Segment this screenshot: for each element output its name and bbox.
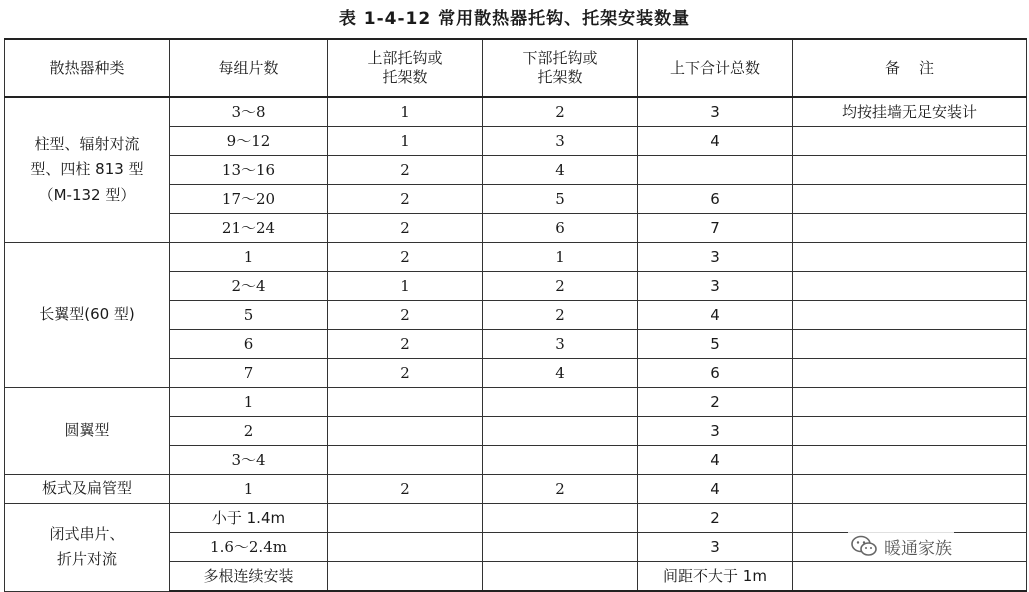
watermark-text: 暖通家族 [884, 538, 952, 559]
total-count-cell: 3 [638, 272, 793, 301]
note-cell [793, 562, 1027, 592]
note-cell [793, 446, 1027, 475]
pieces-cell: 9～12 [170, 127, 328, 156]
note-cell [793, 127, 1027, 156]
watermark [848, 532, 954, 560]
header-row [5, 39, 1027, 97]
table-row [5, 97, 1027, 127]
lower-count-cell: 2 [483, 301, 638, 330]
total-count-cell: 4 [638, 127, 793, 156]
header-total: 上下合计总数 [638, 39, 793, 97]
header-lower [483, 39, 638, 97]
lower-count-cell: 3 [483, 330, 638, 359]
lower-count-cell: 5 [483, 185, 638, 214]
total-count-cell: 3 [638, 533, 793, 562]
total-count-cell: 间距不大于 1m [638, 562, 793, 592]
lower-count-cell: 2 [483, 272, 638, 301]
total-count-cell: 2 [638, 388, 793, 417]
total-count-cell: 4 [638, 301, 793, 330]
total-count-cell: 6 [638, 185, 793, 214]
lower-count-cell [483, 504, 638, 533]
upper-count-cell [328, 388, 483, 417]
upper-count-cell [328, 504, 483, 533]
lower-count-cell [483, 533, 638, 562]
radiator-type-cell: 长翼型(60 型) [5, 243, 170, 388]
lower-count-cell: 4 [483, 359, 638, 388]
total-count-cell: 4 [638, 475, 793, 504]
note-cell [793, 417, 1027, 446]
header-note: 备 注 [793, 39, 1027, 97]
pieces-cell: 1 [170, 243, 328, 272]
note-cell [793, 475, 1027, 504]
total-count-cell: 5 [638, 330, 793, 359]
total-count-cell: 3 [638, 417, 793, 446]
lower-count-cell [483, 446, 638, 475]
lower-count-cell [483, 417, 638, 446]
pieces-cell: 17～20 [170, 185, 328, 214]
header-upper [328, 39, 483, 97]
upper-count-cell: 2 [328, 330, 483, 359]
note-cell: 均按挂墙无足安装计 [793, 97, 1027, 127]
radiator-type-cell: 柱型、辐射对流 型、四柱 813 型 （M-132 型） [5, 97, 170, 243]
pieces-cell: 1 [170, 388, 328, 417]
pieces-cell: 1.6～2.4m [170, 533, 328, 562]
lower-count-cell: 6 [483, 214, 638, 243]
total-count-cell: 7 [638, 214, 793, 243]
note-cell [793, 272, 1027, 301]
header-type: 散热器种类 [5, 39, 170, 97]
note-cell [793, 243, 1027, 272]
upper-count-cell: 2 [328, 214, 483, 243]
table-row [5, 475, 1027, 504]
upper-count-cell: 2 [328, 243, 483, 272]
pieces-cell: 小于 1.4m [170, 504, 328, 533]
upper-count-cell [328, 446, 483, 475]
wechat-icon [850, 534, 878, 558]
note-cell [793, 359, 1027, 388]
pieces-cell: 21～24 [170, 214, 328, 243]
total-count-cell: 3 [638, 243, 793, 272]
lower-count-cell: 2 [483, 97, 638, 127]
table-row [5, 243, 1027, 272]
upper-count-cell [328, 533, 483, 562]
pieces-cell: 6 [170, 330, 328, 359]
upper-count-cell: 2 [328, 185, 483, 214]
pieces-cell: 2 [170, 417, 328, 446]
upper-count-cell: 1 [328, 127, 483, 156]
pieces-cell: 1 [170, 475, 328, 504]
header-lower-label: 下部托钩或 托架数 [522, 49, 598, 86]
note-cell [793, 330, 1027, 359]
upper-count-cell [328, 417, 483, 446]
total-count-cell: 6 [638, 359, 793, 388]
lower-count-cell: 2 [483, 475, 638, 504]
note-cell [793, 156, 1027, 185]
total-count-cell: 4 [638, 446, 793, 475]
pieces-cell: 13～16 [170, 156, 328, 185]
pieces-cell: 多根连续安装 [170, 562, 328, 592]
lower-count-cell: 1 [483, 243, 638, 272]
pieces-cell: 2～4 [170, 272, 328, 301]
table-title: 表 1-4-12 常用散热器托钩、托架安装数量 [338, 9, 691, 29]
pieces-cell: 3～4 [170, 446, 328, 475]
total-count-cell: 2 [638, 504, 793, 533]
lower-count-cell: 4 [483, 156, 638, 185]
upper-count-cell: 1 [328, 97, 483, 127]
total-count-cell [638, 156, 793, 185]
pieces-cell: 5 [170, 301, 328, 330]
upper-count-cell: 2 [328, 359, 483, 388]
note-cell [793, 504, 1027, 533]
total-count-cell: 3 [638, 97, 793, 127]
table-row [5, 388, 1027, 417]
lower-count-cell [483, 562, 638, 592]
upper-count-cell: 2 [328, 475, 483, 504]
pieces-cell: 3～8 [170, 97, 328, 127]
note-cell [793, 388, 1027, 417]
header-pieces: 每组片数 [170, 39, 328, 97]
lower-count-cell: 3 [483, 127, 638, 156]
radiator-type-cell: 板式及扁管型 [5, 475, 170, 504]
table-row [5, 504, 1027, 533]
radiator-type-cell: 闭式串片、 折片对流 [5, 504, 170, 592]
table-body [5, 97, 1027, 591]
upper-count-cell [328, 562, 483, 592]
lower-count-cell [483, 388, 638, 417]
upper-count-cell: 2 [328, 156, 483, 185]
upper-count-cell: 2 [328, 301, 483, 330]
header-upper-label: 上部托钩或 托架数 [367, 49, 443, 86]
note-cell [793, 185, 1027, 214]
note-cell [793, 301, 1027, 330]
radiator-bracket-table [4, 38, 1027, 592]
radiator-type-cell: 圆翼型 [5, 388, 170, 475]
upper-count-cell: 1 [328, 272, 483, 301]
note-cell [793, 214, 1027, 243]
pieces-cell: 7 [170, 359, 328, 388]
